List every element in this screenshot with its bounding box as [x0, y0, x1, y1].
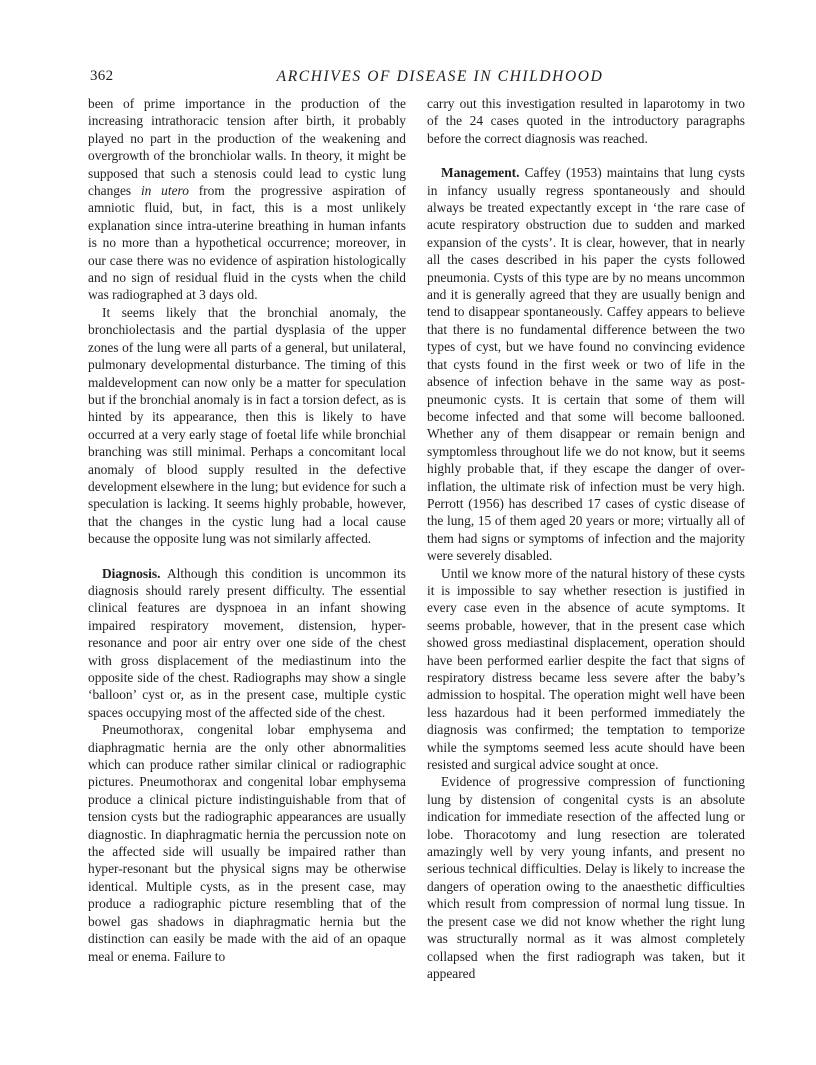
diagnosis-section: Diagnosis. Although this condition is uncommon its diagnosis should rarely present difficulty. The essential clinical features are dyspnoea in an infant showing impaired respiratory movement, distension, hyper-resonance and poor air entry over one side of the chest with gross displacement of the mediastinum into the opposite side of the chest. Radiographs may show a single ‘balloon’ cyst or, as in the present case, multiple cystic spaces occupying most of the affected side of the chest.: [88, 565, 406, 720]
running-header: [90, 68, 750, 90]
paragraph: It seems likely that the bronchial anomaly, the bronchiolectasis and the partial dysplasia of the upper zones of the lung were all parts of a general, but unilateral, pulmonary developmental disturbance. The timing of this maldevelopment can now only be a matter for speculation but if the bronchial anomaly is in fact a torsion defect, as is hinted by its appearance, then this is likely to have occurred at a very early stage of foetal life while bronchial branching was still minimal. Perhaps a concomitant local anomaly of blood supply resulted in the defective development elsewhere in the lung; but evidence for such a speculation is lacking. It seems highly probable, however, that the changes in the cystic lung had a local cause because the opposite lung was not similarly affected.: [88, 304, 406, 547]
section-heading-diagnosis: Diagnosis.: [102, 565, 161, 581]
italic-term: in utero: [140, 183, 189, 199]
left-column: [88, 95, 406, 965]
page-number: 362: [90, 68, 114, 84]
paragraph: Pneumothorax, congenital lobar emphysema and diaphragmatic hernia are the only other abnormalities which can produce rather similar clinical or radiographic pictures. Pneumothorax and congenital lobar emphysema produce a clinical picture indistinguishable from that of tension cysts but the radiographic appearances are usually diagnostic. In diaphragmatic hernia the percussion note on the affected side will usually be impaired rather than hyper-resonant but the physical signs may be otherwise identical. Multiple cysts, as in the present case, may produce a radiographic picture resembling that of the bowel gas shadows in diaphragmatic hernia but the distinction can easily be made with the aid of an opaque meal or enema. Failure to: [88, 722, 406, 964]
paragraph: Evidence of progressive compression of functioning lung by distension of congenital cysts is an absolute indication for immediate resection of the affected lung or lobe. Thoracotomy and lung resection are tolerated amazingly well by very young infants, and present no serious technical difficulties. Delay is likely to increase the dangers of operation owing to the anaesthetic difficulties which result from compression of normal lung tissue. In the present case we did not know whether the right lung was structurally normal as it was almost completely collapsed when the first radiograph was taken, but it appeared: [427, 774, 745, 981]
paragraph: been of prime importance in the production of the increasing intrathoracic tension after birth, it probably played no part in the production of the weakening and overgrowth of the bronchiolar walls. In theory, it might be supposed that such a stenosis could lead to cystic lung changes in utero from the progressive aspiration of amniotic fluid, but, in fact, this is a most unlikely explanation since intra-uterine breathing in human infants is no more than a hypothetical occurrence; moreover, in our case there was no evidence of aspiration histologically and no sign of residual fluid in the cysts when the child was radiographed at 3 days old.: [88, 96, 406, 303]
paragraph: Until we know more of the natural history of these cysts it is impossible to say whether resection is justified in every case even in the absence of acute symptoms. It seems probable, however, that in the present case which showed gross mediastinal displacement, operation should have been performed earlier despite the fact that signs of respiratory distress became less severe after the baby’s admission to hospital. The operation might well have been less hazardous had it been performed immediately the diagnosis was confirmed; the temptation to temporize while the symptoms seemed less acute should have been resisted and surgical advice sought at once.: [427, 565, 745, 773]
right-column: [427, 95, 745, 982]
paragraph: carry out this investigation resulted in laparotomy in two of the 24 cases quoted in the introductory paragraphs before the correct diagnosis was reached.: [427, 96, 745, 146]
management-section: Management. Caffey (1953) maintains that lung cysts in infancy usually regress spontaneously and should always be treated expectantly except in ‘the rare case of acute respiratory obstruction due to sudden and marked expansion of the cysts’. It is clear, however, that in nearly all the cases described in his paper the cysts followed pneumonia. Cysts of this type are by no means uncommon and it is generally agreed that they are usually benign and tend to disappear spontaneously. Caffey appears to believe that there is no fundamental difference between the two types of cyst, but we have found no convincing evidence that cysts found in the first week or two of life in the absence of infection behave in the same way as post-pneumonic cysts. It is certain that some of them will become infected and that some will become ballooned. Whether any of them disappear or remain benign and symptomless throughout life we do not know, but it seems highly probable that, if they escape the danger of over-inflation, the ultimate risk of infection must be very high. Perrott (1956) has described 17 cases of cystic disease of the lung, 15 of them aged 20 years or more; virtually all of them had signs or symptoms of infection and the majority were severely disabled.: [427, 165, 745, 564]
journal-title: ARCHIVES OF DISEASE IN CHILDHOOD: [276, 68, 604, 85]
section-heading-management: Management.: [441, 165, 520, 181]
